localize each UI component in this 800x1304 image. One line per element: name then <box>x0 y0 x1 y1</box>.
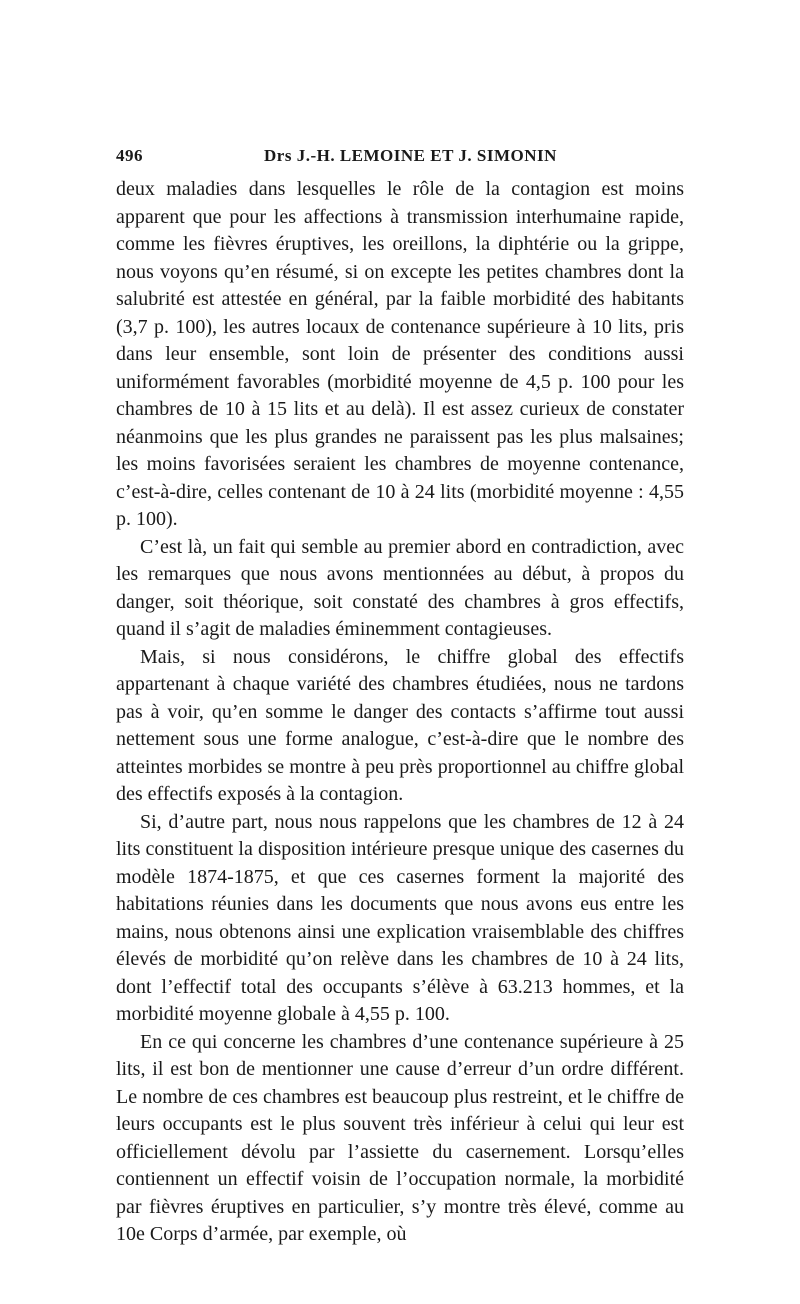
paragraph: deux maladies dans lesquelles le rôle de la contagion est moins apparent que pour les affections à transmission interhumaine rapide, comme les fièvres éruptives, les oreillons, la diphtérie ou la grippe, nous voyons qu’en résumé, si on excepte les petites chambres dont la salubrité est attestée en général, par la faible morbidité des habitants (3,7 p. 100), les autres locaux de contenance supérieure à 10 lits, pris dans leur ensemble, sont loin de présenter des conditions aussi uniformément favorables (morbidité moyenne de 4,5 p. 100 pour les chambres de 10 à 15 lits et au delà). Il est assez curieux de constater néanmoins que les plus grandes ne paraissent pas les plus malsaines; les moins favorisées seraient les chambres de moyenne contenance, c’est-à-dire, celles contenant de 10 à 24 lits (morbidité moyenne : 4,55 p. 100). <box>116 178 684 530</box>
running-head <box>116 146 684 176</box>
book-page <box>116 146 684 1249</box>
paragraph: Si, d’autre part, nous nous rappelons que les chambres de 12 à 24 lits constituent la disposition intérieure presque unique des casernes du modèle 1874-1875, et que ces casernes forment la majorité des habitations réunies dans les documents que nous avons eus entre les mains, nous obtenons ainsi une explication vraisemblable des chiffres élevés de morbidité qu’on relève dans les chambres de 10 à 24 lits, dont l’effectif total des occupants s’élève à 63.213 hommes, et la morbidité moyenne globale à 4,55 p. 100. <box>116 810 684 1025</box>
paragraph: C’est là, un fait qui semble au premier abord en contradiction, avec les remarques que nous avons mentionnées au début, à propos du danger, soit théorique, soit constaté des chambres à gros effectifs, quand il s’agit de maladies éminemment contagieuses. <box>116 535 684 640</box>
running-title: Drs J.-H. LEMOINE ET J. SIMONIN <box>264 146 557 165</box>
body-text <box>116 176 684 1249</box>
paragraph: Mais, si nous considérons, le chiffre global des effectifs appartenant à chaque variété des chambres étudiées, nous ne tardons pas à voir, qu’en somme le danger des contacts s’affirme tout aussi nettement sous une forme analogue, c’est-à-dire que le nombre des atteintes morbides se montre à peu près proportionnel au chiffre global des effectifs exposés à la contagion. <box>116 645 684 805</box>
page-number: 496 <box>116 146 143 165</box>
paragraph: En ce qui concerne les chambres d’une contenance supérieure à 25 lits, il est bon de mentionner une cause d’erreur d’un ordre différent. Le nombre de ces chambres est beaucoup plus restreint, et le chiffre de leurs occupants est le plus souvent très inférieur à celui qui leur est officiellement dévolu par l’assiette du casernement. Lorsqu’elles contiennent un effectif voisin de l’occupation normale, la morbidité par fièvres éruptives en particulier, s’y montre très élevé, comme au 10e Corps d’armée, par exemple, où <box>116 1030 684 1245</box>
